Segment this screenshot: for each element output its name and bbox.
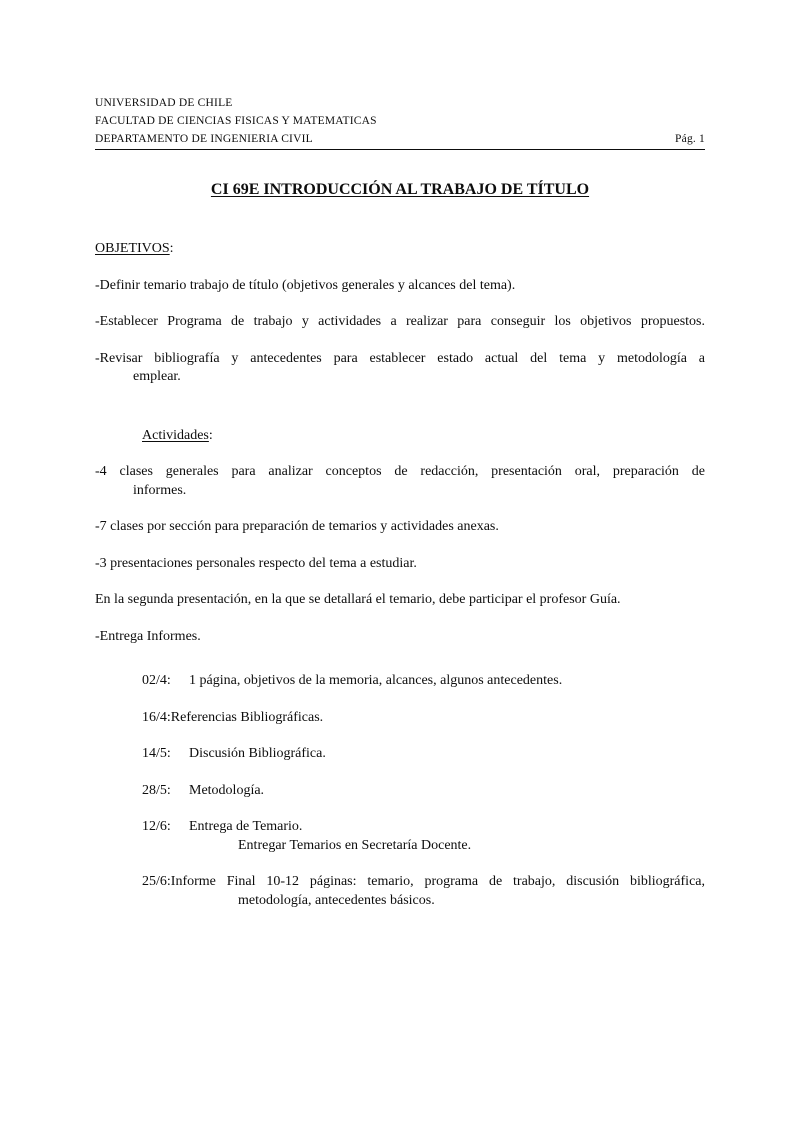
schedule-date: 28/5: [142, 782, 171, 798]
objetivos-paragraph-3-line-2: emplear. [133, 369, 181, 384]
header-line-university: UNIVERSIDAD DE CHILE [95, 97, 233, 109]
actividades-paragraph-2: -7 clases por sección para preparación de temarios y actividades anexas. [95, 519, 499, 534]
objetivos-heading-text: OBJETIVOS [95, 241, 170, 256]
schedule-item-3 [142, 745, 705, 764]
schedule-text: Referencias Bibliográficas. [170, 709, 324, 725]
actividades-paragraph-1-line-1: -4 clases generales para analizar conceptos de redacción, presentación oral, preparación de [95, 464, 705, 479]
actividades-heading-colon: : [208, 427, 213, 443]
objetivos-heading-colon: : [169, 241, 174, 256]
schedule-subtext: Entregar Temarios en Secretaría Docente. [238, 837, 472, 853]
schedule-item-4 [142, 782, 705, 801]
objetivos-paragraph-2: -Establecer Programa de trabajo y actividades a realizar para conseguir los objetivos propuestos. [95, 314, 705, 329]
schedule-item-5 [142, 818, 705, 855]
schedule-text: Entrega de Temario. [189, 819, 303, 834]
schedule-text-continuation: metodología, antecedentes básicos. [238, 892, 435, 908]
schedule-item-6 [142, 873, 705, 910]
objetivos-paragraph-3 [95, 350, 705, 387]
document-title [95, 180, 705, 200]
schedule-text: 1 página, objetivos de la memoria, alcances, algunos antecedentes. [189, 673, 563, 688]
schedule-item-1 [142, 672, 705, 691]
objetivos-paragraph-1: -Definir temario trabajo de título (objetivos generales y alcances del tema). [95, 277, 516, 293]
objetivos-paragraph-3-line-1: -Revisar bibliografía y antecedentes para establecer estado actual del tema y metodología a [95, 350, 705, 366]
schedule-date: 02/4: [142, 673, 171, 688]
schedule-date: 25/6: [142, 874, 171, 889]
schedule-text: Metodología. [189, 782, 265, 798]
header-line-faculty: FACULTAD DE CIENCIAS FISICAS Y MATEMATICAS [95, 115, 377, 127]
objetivos-heading [95, 240, 705, 259]
header-rule-row [95, 130, 705, 150]
schedule-text: Informe Final 10-12 páginas: temario, programa de trabajo, discusión bibliográfica, [170, 874, 705, 889]
schedule-list [95, 672, 705, 910]
schedule-item-6-line-1 [142, 873, 705, 892]
schedule-item-2 [142, 709, 705, 728]
actividades-paragraph-3: -3 presentaciones personales respecto del tema a estudiar. [95, 555, 417, 571]
section-actividades [95, 427, 705, 647]
actividades-heading-text: Actividades [142, 427, 209, 443]
actividades-paragraph-1-line-2: informes. [133, 482, 187, 498]
schedule-date: 14/5: [142, 746, 171, 761]
actividades-heading [142, 427, 705, 446]
page-number: Pág. 1 [675, 133, 705, 145]
page-header [95, 94, 705, 150]
actividades-paragraph-1 [95, 463, 705, 500]
document-title-text: CI 69E INTRODUCCIÓN AL TRABAJO DE TÍTULO [210, 181, 590, 198]
schedule-text: Discusión Bibliográfica. [189, 746, 326, 761]
actividades-paragraph-4: En la segunda presentación, en la que se detallará el temario, debe participar el profesor Guía. [95, 592, 621, 607]
section-objetivos [95, 240, 705, 387]
schedule-date: 16/4: [142, 709, 171, 725]
actividades-paragraph-5: -Entrega Informes. [95, 628, 201, 644]
schedule-date: 12/6: [142, 819, 171, 834]
header-line-department: DEPARTAMENTO DE INGENIERIA CIVIL [95, 133, 313, 145]
